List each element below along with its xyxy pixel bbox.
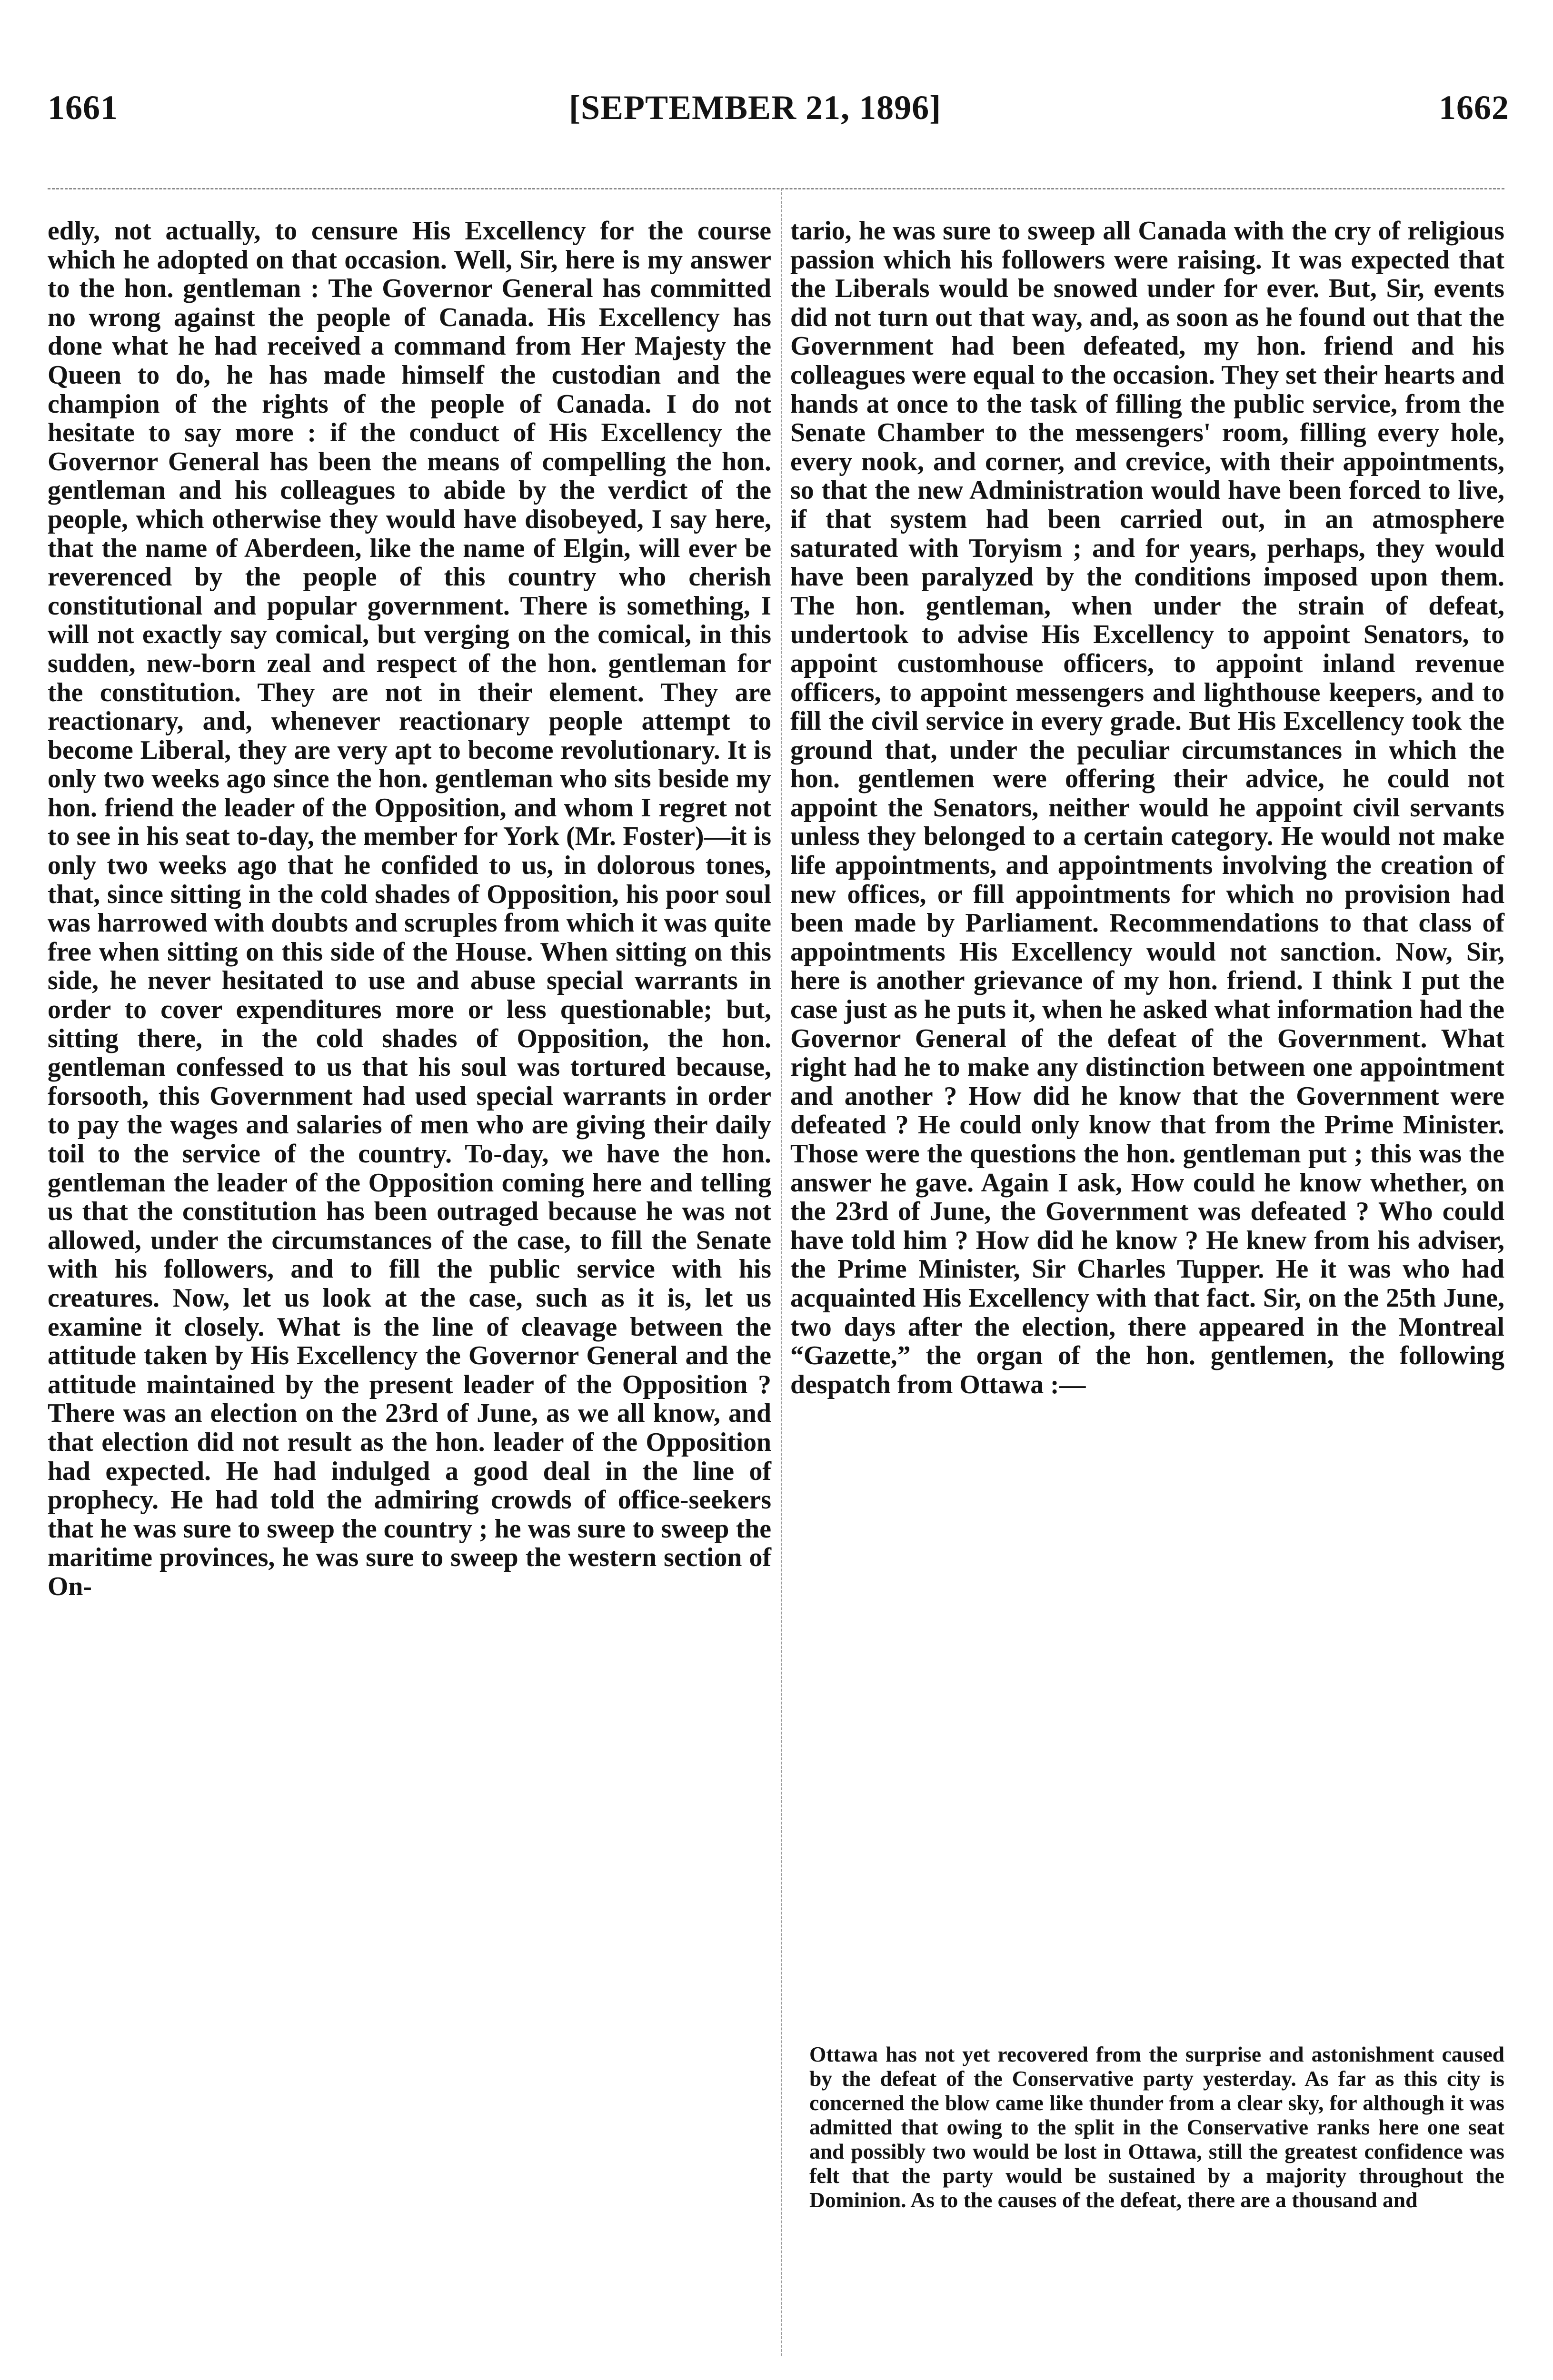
- left-column-text: edly, not actually, to censure His Excellency for the course which he adopted on that occasion. Well, Sir, here is my answer to the hon. gentleman : The Governor General has committed no wrong against the people of Canada. His Excellency has done what he had received a command from Her Majesty the Queen to do, he has made himself the custodian and the champion of the rights of the people of Canada. I do not hesitate to say more : if the conduct of His Excellency the Governor General has been the means of compelling the hon. gentleman and his colleagues to abide by the verdict of the people, which otherwise they would have disobeyed, I say here, that the name of Aberdeen, like the name of Elgin, will ever be reverenced by the people of this country who cherish constitutional and popular government. There is something, I will not exactly say comical, but verging on the comical, in this sudden, new-born zeal and respect of the hon. gentleman for the constitution. They are not in their element. They are reactionary, and, whenever reactionary people attempt to become Liberal, they are very apt to become revolutionary. It is only two weeks ago since the hon. gentleman who sits beside my hon. friend the leader of the Opposition, and whom I regret not to see in his seat to-day, the member for York (Mr. Foster)—it is only two weeks ago that he confided to us, in dolorous tones, that, since sitting in the cold shades of Opposition, his poor soul was harrowed with doubts and scruples from which it was quite free when sitting on this side of the House. When sitting on this side, he never hesitated to use and abuse special warrants in order to cover expenditures more or less questionable; but, sitting there, in the cold shades of Opposition, the hon. gentleman confessed to us that his soul was tortured because, forsooth, this Government had used special warrants in order to pay the wages and salaries of men who are giving their daily toil to the service of the country. To-day, we have the hon. gentleman the leader of the Opposition coming here and telling us that the constitution has been outraged because he was not allowed, under the circumstances of the case, to fill the Senate with his followers, and to fill the public service with his creatures. Now, let us look at the case, such as it is, let us examine it closely. What is the line of cleavage between the attitude taken by His Excellency the Governor General and the attitude maintained by the present leader of the Opposition ? There was an election on the 23rd of June, as we all know, and that election did not result as the hon. leader of the Opposition had expected. He had indulged a good deal in the line of prophecy. He had told the admiring crowds of office-seekers that he was sure to sweep the country ; he was sure to sweep the maritime provinces, he was sure to sweep the western section of On-: [48, 216, 771, 1601]
- header-rule: [48, 188, 1504, 189]
- quoted-despatch: Ottawa has not yet recovered from the surprise and astonishment caused by the defeat of the Conservative party yesterday. As far as this city is concerned the blow came like thunder from a clear sky, for although it was admitted that owing to the split in the Conservative ranks here one seat and possibly two would be lost in Ottawa, still the greatest confidence was felt that the party would be sustained by a majority throughout the Dominion. As to the causes of the defeat, there are a thousand and: [809, 2042, 1504, 2212]
- column-divider: [781, 188, 782, 2356]
- right-page-number: 1662: [1439, 89, 1509, 127]
- right-column-text: tario, he was sure to sweep all Canada with the cry of religious passion which his followers were raising. It was expected that the Liberals would be snowed under for ever. But, Sir, events did not turn out that way, and, as soon as he found out that the Government had been defeated, my hon. friend and his colleagues were equal to the occasion. They set their hearts and hands at once to the task of filling the public service, from the Senate Chamber to the messengers' room, filling every hole, every nook, and corner, and crevice, with their appointments, so that the new Administration would have been forced to live, if that system had been carried out, in an atmosphere saturated with Toryism ; and for years, perhaps, they would have been paralyzed by the conditions imposed upon them. The hon. gentleman, when under the strain of defeat, undertook to advise His Excellency to appoint Senators, to appoint customhouse officers, to appoint inland revenue officers, to appoint messengers and lighthouse keepers, and to fill the civil service in every grade. But His Excellency took the ground that, under the peculiar circumstances in which the hon. gentlemen were offering their advice, he could not appoint the Senators, neither would he appoint civil servants unless they belonged to a certain category. He would not make life appointments, and appointments involving the creation of new offices, or fill appointments for which no provision had been made by Parliament. Recommendations to that class of appointments His Excellency would not sanction. Now, Sir, here is another grievance of my hon. friend. I think I put the case just as he puts it, when he asked what information had the Governor General of the defeat of the Government. What right had he to make any distinction between one appointment and another ? How did he know that the Government were defeated ? He could only know that from the Prime Minister. Those were the questions the hon. gentleman put ; this was the answer he gave. Again I ask, How could he know whether, on the 23rd of June, the Government was defeated ? Who could have told him ? How did he know ? He knew from his adviser, the Prime Minister, Sir Charles Tupper. He it was who had acquainted His Excellency with that fact. Sir, on the 25th June, two days after the election, there appeared in the Montreal “Gazette,” the organ of the hon. gentlemen, the following despatch from Ottawa :—: [790, 216, 1504, 1399]
- page-date-header: [SEPTEMBER 21, 1896]: [569, 89, 942, 127]
- left-page-number: 1661: [48, 89, 118, 127]
- right-column: [790, 217, 1504, 1399]
- left-column: [48, 217, 771, 1601]
